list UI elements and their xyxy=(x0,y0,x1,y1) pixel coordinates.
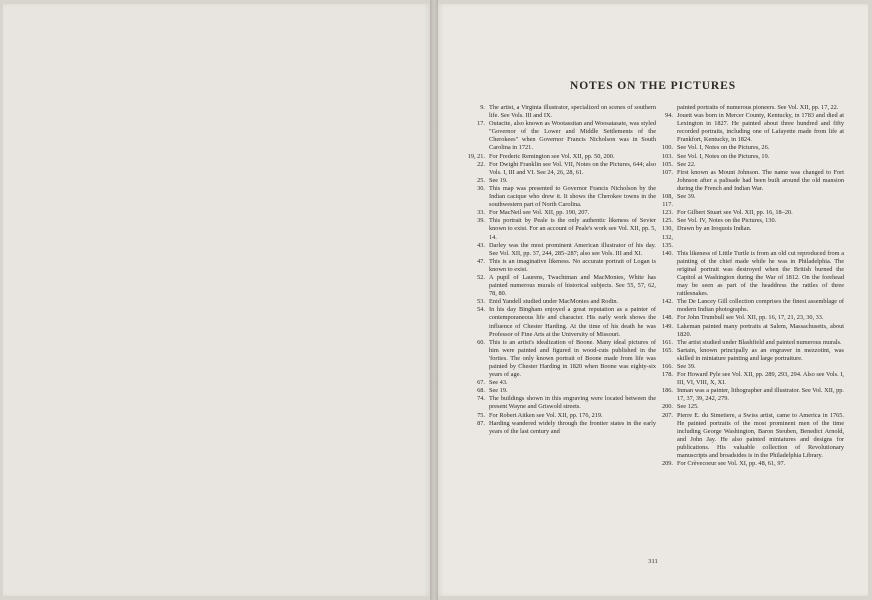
note-number: 67. xyxy=(477,379,485,387)
note-number: 39. xyxy=(477,217,485,225)
note-entry xyxy=(654,193,844,209)
note-entry xyxy=(466,242,656,258)
note-text: For MacNeil see Vol. XII, pp. 190, 207. xyxy=(489,209,590,217)
note-text: Pierre E. du Simetiere, a Swiss artist, came to America in 1765. He painted portraits of the most prominent men of the time including George Washington, Baron Steuben, Benedict Arnold, and John Jay. He also painted miniatures and designs for publications. His valuable collection of Revolutionary manuscripts and broadsides is in the Philadelphia Library. xyxy=(677,411,844,460)
note-entry xyxy=(654,363,844,371)
note-number: 178. xyxy=(661,371,673,379)
page-number: 311 xyxy=(648,558,658,565)
note-text: See 39. xyxy=(677,193,696,201)
note-text: For Howard Pyle see Vol. XII, pp. 289, 293, 294. Also see Vols. I, III, VI, VIII, X, XI. xyxy=(677,371,844,387)
note-text: In his day Bingham enjoyed a great reputation as a painter of contemporaneous life and character. His early work shows the influence of Chester Harding. At the time of his death he was Professor of Fine Arts at the University of Missouri. xyxy=(489,306,656,338)
note-number: 107. xyxy=(661,168,673,176)
note-text: Lakeman painted many portraits at Salem, Massachusetts, about 1820. xyxy=(677,322,844,338)
note-number: 47. xyxy=(477,257,485,265)
note-number: 52. xyxy=(477,273,485,281)
note-entry xyxy=(654,225,844,249)
notes-page xyxy=(438,4,868,596)
notes-list-right xyxy=(654,112,844,468)
note-text: For Crèvecoeur see Vol. XI, pp. 48, 61, 97. xyxy=(677,460,786,468)
note-number: 165. xyxy=(661,346,673,354)
note-entry xyxy=(466,161,656,177)
note-number: 30. xyxy=(477,184,485,192)
note-text: Sartain, known principally as an engraver in mezzotint, was skilled in miniature painting and large portraiture. xyxy=(677,346,844,362)
note-number: 105. xyxy=(661,160,673,168)
note-number: 200. xyxy=(661,403,673,411)
note-number: 60. xyxy=(477,338,485,346)
note-entry xyxy=(466,387,656,395)
note-text: For Frederic Remington see Vol. XII, pp. 50, 200. xyxy=(489,152,615,160)
note-number: 53. xyxy=(477,298,485,306)
note-entry xyxy=(466,185,656,209)
note-text: See 19. xyxy=(489,176,508,184)
note-number: 148. xyxy=(661,314,673,322)
note-entry xyxy=(466,258,656,274)
note-entry xyxy=(466,209,656,217)
note-entry xyxy=(654,371,844,387)
note-number: 166. xyxy=(661,363,673,370)
note-entry xyxy=(654,209,844,217)
notes-column-left xyxy=(466,104,656,436)
note-entry xyxy=(466,339,656,379)
page-title: NOTES ON THE PICTURES xyxy=(570,80,736,92)
note-entry xyxy=(654,314,844,322)
note-entry xyxy=(466,420,656,436)
note-text: See 43. xyxy=(489,379,508,387)
note-entry xyxy=(654,323,844,339)
note-number: 140. xyxy=(661,249,673,257)
note-text: This map was presented to Governor Francis Nicholson by the Indian cacique who drew it. It shows the Cherokee towns in the southwestern part of North Carolina. xyxy=(489,184,656,209)
note-entry xyxy=(654,412,844,461)
note-number: 186. xyxy=(661,387,673,395)
note-number: 19, 21. xyxy=(467,152,485,160)
note-entry xyxy=(654,403,844,411)
notes-column-right xyxy=(654,104,844,468)
note-number: 142. xyxy=(661,298,673,306)
note-text: See Vol. I, Notes on the Pictures, 19. xyxy=(677,152,770,160)
note-entry xyxy=(466,379,656,387)
note-text: The De Lancey Gill collection comprises the finest assemblage of modern Indian photographs. xyxy=(677,298,844,314)
note-entry xyxy=(466,217,656,241)
note-entry xyxy=(654,339,844,347)
note-number: 130, 132, 135. xyxy=(661,225,673,249)
note-text: The artist, a Virginia illustrator, specialized on scenes of southern life. See Vols. III and IX. xyxy=(489,104,656,120)
note-text: This portrait by Peale is the only authentic likeness of Sevier known to exist. For an account of Peale's work see Vol. XII, pp. 5, 14. xyxy=(489,217,656,241)
note-text: See 19. xyxy=(489,387,508,395)
note-text: Enid Yandell studied under MacMonies and Rodin. xyxy=(489,298,619,306)
book-gutter xyxy=(430,0,438,600)
note-text: First known as Mount Johnson. The name was changed to Fort Johnson after a palisade had been built around the old mansion during the French and Indian War. xyxy=(677,168,844,192)
note-entry xyxy=(466,298,656,306)
note-text: This is an imaginative likeness. No accurate portrait of Logan is known to exist. xyxy=(489,257,656,273)
note-text: See 22. xyxy=(677,160,696,168)
note-text: Jouett was born in Mercer County, Kentucky, in 1783 and died at Lexington in 1827. He painted about three hundred and fifty recorded portraits, including one of Lafayette made from life at Frankfort, Kentucky, in 1824. xyxy=(677,112,844,144)
note-text: Outacite, also known as Wootassitan and Woosatasate, was styled "Governor of the Lower and Middle Settlements of the Cherokees" when Governor Francis Nicholson was in South Carolina in 1721. xyxy=(489,120,656,152)
note-entry xyxy=(654,169,844,193)
note-text: Darley was the most prominent American illustrator of his day. See Vol. XII, pp. 37, 244, 285–287; also see Vols. III and XI. xyxy=(489,241,656,257)
note-number: 43. xyxy=(477,241,485,249)
note-text: For Robert Aitken see Vol. XII, pp. 176, 219. xyxy=(489,411,603,419)
note-text: See Vol. I, Notes on the Pictures, 26. xyxy=(677,144,770,152)
note-entry xyxy=(654,460,844,468)
note-entry xyxy=(654,144,844,152)
note-entry xyxy=(466,153,656,161)
note-entry xyxy=(466,104,656,120)
note-entry xyxy=(654,298,844,314)
note-number: 108, 117. xyxy=(661,193,673,209)
note-number: 123. xyxy=(661,209,673,217)
note-entry xyxy=(654,153,844,161)
note-entry xyxy=(654,387,844,403)
note-number: 87. xyxy=(477,419,485,427)
note-text: This is an artist's idealization of Boone. Many ideal pictures of him were painted and figured in wood-cuts published in the 'forties. The only known portrait of Boone made from life was painted by Chester Harding in 1820 when Boone was eighty-six years of age. xyxy=(489,338,656,379)
note-entry xyxy=(466,120,656,152)
note-text: A pupil of Laurens, Twachtman and MacMonies, White has painted numerous murals of historical subjects. See 55, 57, 62, 78, 80. xyxy=(489,273,656,298)
note-number: 207. xyxy=(661,411,673,419)
note-number: 33. xyxy=(477,209,485,217)
note-text: This likeness of Little Turtle is from an old cut reproduced from a painting of the chief made while he was in Philadelphia. The original portrait was destroyed when the British burned the Capitol at Washington during the War of 1812. On the forehead may be seen as part of the headdress the rattles of three rattlesnakes. xyxy=(677,249,844,298)
note-entry xyxy=(466,395,656,411)
note-entry xyxy=(466,306,656,338)
note-number: 68. xyxy=(477,387,485,395)
note-entry xyxy=(654,250,844,299)
note-entry xyxy=(654,217,844,225)
note-text: See 125. xyxy=(677,403,699,411)
note-number: 209. xyxy=(661,460,673,468)
note-number: 125. xyxy=(661,217,673,225)
note-text: The artist studied under Blashfield and painted numerous murals. xyxy=(677,338,842,346)
note-entry xyxy=(654,161,844,169)
note-entry xyxy=(654,347,844,363)
note-number: 54. xyxy=(477,306,485,314)
note-entry xyxy=(466,412,656,420)
note-number: 25. xyxy=(477,176,485,184)
note-number: 161. xyxy=(661,338,673,346)
note-text: For Gilbert Stuart see Vol. XII, pp. 16, 18–20. xyxy=(677,209,793,217)
note-number: 9. xyxy=(480,104,485,111)
note-text: Harding wandered widely through the frontier states in the early years of the last century and xyxy=(489,419,656,435)
note-number: 100. xyxy=(661,144,673,152)
note-text: See Vol. IV, Notes on the Pictures, 130. xyxy=(677,217,777,225)
note-number: 22. xyxy=(477,160,485,168)
note-number: 103. xyxy=(661,152,673,160)
note-entry xyxy=(654,112,844,144)
note-number: 94. xyxy=(665,112,673,120)
note-continuation: painted portraits of numerous pioneers. See Vol. XII, pp. 17, 22. xyxy=(677,104,839,111)
note-text: Drawn by an Iroquois Indian. xyxy=(677,225,752,233)
note-text: See 39. xyxy=(677,363,696,370)
note-text: Inman was a painter, lithographer and illustrator. See Vol. XII, pp. 17, 37, 39, 242, 279. xyxy=(677,387,844,403)
blank-left-page xyxy=(3,4,430,596)
note-entry xyxy=(466,274,656,298)
note-number: 75. xyxy=(477,411,485,419)
note-number: 74. xyxy=(477,395,485,403)
note-entry xyxy=(466,177,656,185)
note-number: 17. xyxy=(477,120,485,128)
note-text: For Dwight Franklin see Vol. VII, Notes on the Pictures, 644; also Vols. I, III and VI. See 24, 26, 28, 61. xyxy=(489,160,656,176)
note-number: 149. xyxy=(661,322,673,330)
note-text: The buildings shown in this engraving were located between the present Wayne and Griswold streets. xyxy=(489,395,656,411)
note-text: For John Trumbull see Vol. XII, pp. 16, 17, 21, 23, 30, 33. xyxy=(677,314,824,322)
